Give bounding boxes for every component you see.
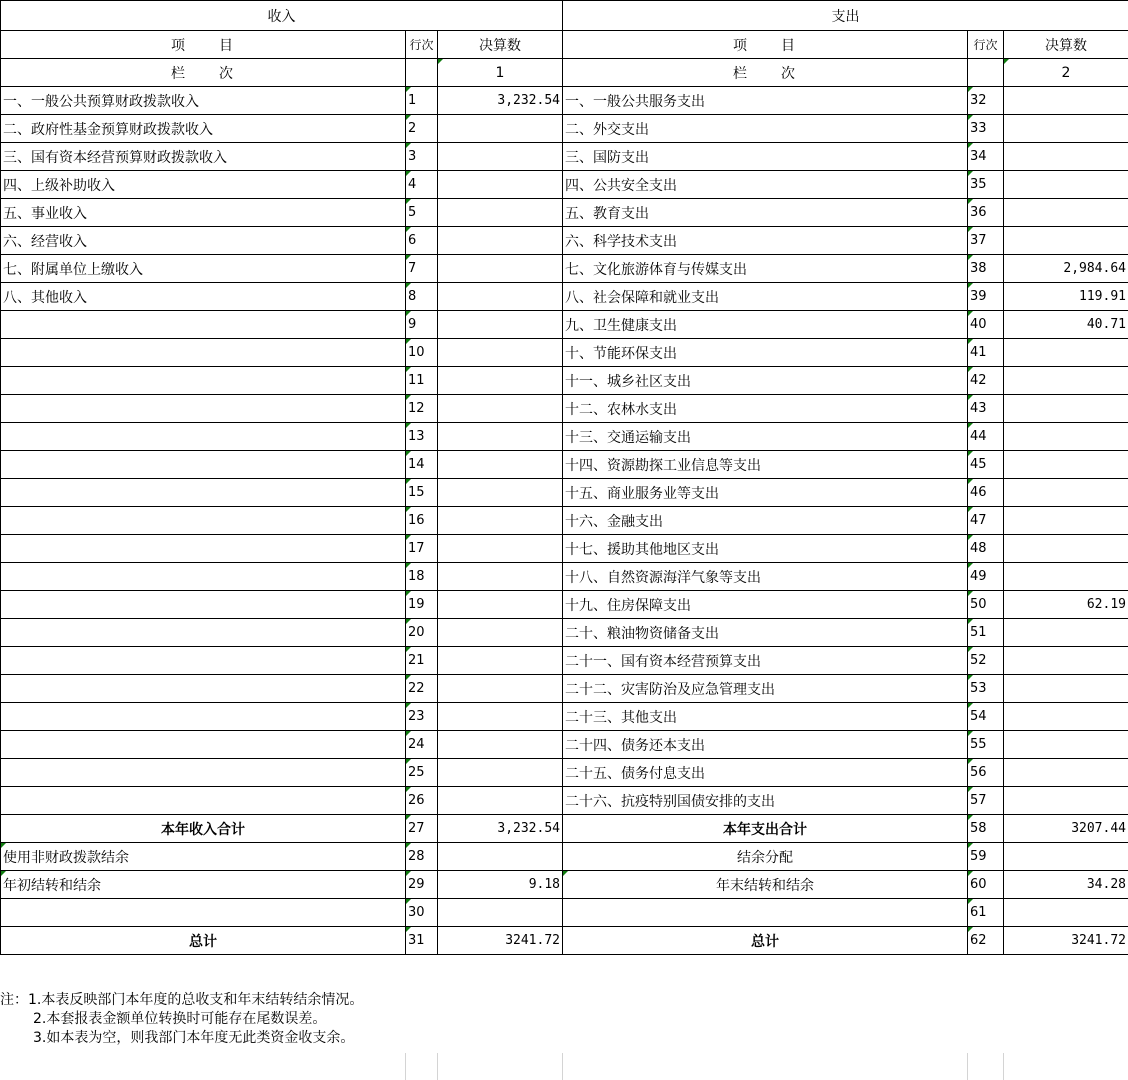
expense-amount-cell[interactable] — [1004, 787, 1128, 815]
income-year-total-line[interactable]: 27 — [406, 815, 438, 843]
income-amount-cell[interactable] — [438, 535, 563, 563]
income-item-cell[interactable]: 一、一般公共预算财政拨款收入 — [1, 87, 406, 115]
income-lanci-line[interactable] — [406, 59, 438, 87]
income-line-cell[interactable]: 26 — [406, 787, 438, 815]
expense-amount-cell[interactable] — [1004, 563, 1128, 591]
expense-amount-cell[interactable]: 40.71 — [1004, 311, 1128, 339]
expense-line-header[interactable]: 行次 — [968, 31, 1004, 59]
income-item-cell[interactable] — [1, 591, 406, 619]
income-amount-cell[interactable] — [438, 507, 563, 535]
income-item-cell[interactable]: 六、经营收入 — [1, 227, 406, 255]
table-row — [1, 395, 1128, 423]
expense-item-cell[interactable]: 十七、援助其他地区支出 — [563, 535, 968, 563]
expense-amount-cell[interactable] — [1004, 451, 1128, 479]
table-row — [1, 647, 1128, 675]
expense-line-cell[interactable]: 50 — [968, 591, 1004, 619]
expense-amount-cell[interactable]: 62.19 — [1004, 591, 1128, 619]
income-item-cell[interactable] — [1, 563, 406, 591]
expense-amount-cell[interactable] — [1004, 647, 1128, 675]
table-notes — [0, 991, 1128, 1048]
income-line-cell[interactable]: 22 — [406, 675, 438, 703]
expense-item-cell[interactable]: 八、社会保障和就业支出 — [563, 283, 968, 311]
table-row — [1, 787, 1128, 815]
income-amount-cell[interactable] — [438, 787, 563, 815]
income-year-total-label[interactable]: 本年收入合计 — [1, 815, 406, 843]
table-row — [1, 731, 1128, 759]
income-item-cell[interactable] — [1, 423, 406, 451]
income-item-cell[interactable] — [1, 507, 406, 535]
expense-item-cell[interactable]: 十四、资源勘探工业信息等支出 — [563, 451, 968, 479]
expense-line-cell[interactable]: 57 — [968, 787, 1004, 815]
income-line-cell[interactable]: 18 — [406, 563, 438, 591]
income-blank-label[interactable] — [1, 899, 406, 927]
year-total-row — [1, 815, 1128, 843]
expense-line-cell[interactable]: 33 — [968, 115, 1004, 143]
expense-line-cell[interactable]: 40 — [968, 311, 1004, 339]
expense-line-cell[interactable]: 34 — [968, 143, 1004, 171]
income-line-cell[interactable]: 25 — [406, 759, 438, 787]
income-amount-cell[interactable] — [438, 311, 563, 339]
expense-line-cell[interactable]: 55 — [968, 731, 1004, 759]
expense-line-cell[interactable]: 43 — [968, 395, 1004, 423]
income-blank-amount[interactable] — [438, 899, 563, 927]
expense-surplus-amount[interactable] — [1004, 843, 1128, 871]
income-line-cell[interactable]: 17 — [406, 535, 438, 563]
expense-line-cell[interactable]: 51 — [968, 619, 1004, 647]
expense-amount-cell[interactable] — [1004, 731, 1128, 759]
expense-line-cell[interactable]: 56 — [968, 759, 1004, 787]
expense-amount-cell[interactable] — [1004, 423, 1128, 451]
expense-amount-cell[interactable] — [1004, 675, 1128, 703]
empty-grid-cells — [0, 1053, 1128, 1080]
expense-grand-amount[interactable]: 3241.72 — [1004, 927, 1128, 955]
income-item-cell[interactable] — [1, 647, 406, 675]
expense-col-number[interactable]: 2 — [1004, 59, 1128, 87]
expense-item-cell[interactable]: 三、国防支出 — [563, 143, 968, 171]
income-amount-cell[interactable] — [438, 591, 563, 619]
expense-end-line[interactable]: 60 — [968, 871, 1004, 899]
income-line-header[interactable]: 行次 — [406, 31, 438, 59]
section-header-row — [1, 1, 1128, 31]
expense-item-cell[interactable]: 十八、自然资源海洋气象等支出 — [563, 563, 968, 591]
expense-item-cell[interactable]: 二十六、抗疫特别国债安排的支出 — [563, 787, 968, 815]
expense-item-header[interactable]: 项 目 — [563, 31, 968, 59]
expense-item-cell[interactable]: 七、文化旅游体育与传媒支出 — [563, 255, 968, 283]
expense-amount-cell[interactable] — [1004, 87, 1128, 115]
expense-amount-cell[interactable]: 2,984.64 — [1004, 255, 1128, 283]
income-item-cell[interactable] — [1, 395, 406, 423]
table-row — [1, 255, 1128, 283]
expense-surplus-line[interactable]: 59 — [968, 843, 1004, 871]
expense-amount-cell[interactable] — [1004, 703, 1128, 731]
income-line-cell[interactable]: 20 — [406, 619, 438, 647]
income-begin-amount[interactable]: 9.18 — [438, 871, 563, 899]
income-item-cell[interactable] — [1, 703, 406, 731]
expense-line-cell[interactable]: 48 — [968, 535, 1004, 563]
income-amount-cell[interactable] — [438, 199, 563, 227]
expense-amount-cell[interactable] — [1004, 367, 1128, 395]
income-line-cell[interactable]: 7 — [406, 255, 438, 283]
table-row — [1, 591, 1128, 619]
table-row — [1, 199, 1128, 227]
income-nonfiscal-label[interactable]: 使用非财政拨款结余 — [1, 843, 406, 871]
income-item-cell[interactable] — [1, 619, 406, 647]
expense-item-cell[interactable]: 六、科学技术支出 — [563, 227, 968, 255]
income-amount-cell[interactable] — [438, 479, 563, 507]
table-row — [1, 535, 1128, 563]
expense-end-label[interactable]: 年末结转和结余 — [563, 871, 968, 899]
income-grand-amount[interactable]: 3241.72 — [438, 927, 563, 955]
income-amount-cell[interactable] — [438, 339, 563, 367]
income-amount-cell[interactable] — [438, 731, 563, 759]
income-item-cell[interactable] — [1, 731, 406, 759]
income-item-cell[interactable]: 八、其他收入 — [1, 283, 406, 311]
expense-amount-cell[interactable] — [1004, 395, 1128, 423]
income-amount-cell[interactable] — [438, 619, 563, 647]
income-item-cell[interactable]: 四、上级补助收入 — [1, 171, 406, 199]
income-item-cell[interactable]: 三、国有资本经营预算财政拨款收入 — [1, 143, 406, 171]
expense-surplus-label[interactable]: 结余分配 — [563, 843, 968, 871]
expense-amount-cell[interactable] — [1004, 227, 1128, 255]
expense-item-cell[interactable]: 十、节能环保支出 — [563, 339, 968, 367]
income-year-total-amount[interactable]: 3,232.54 — [438, 815, 563, 843]
income-line-cell[interactable]: 3 — [406, 143, 438, 171]
expense-line-cell[interactable]: 41 — [968, 339, 1004, 367]
blank-row — [1, 899, 1128, 927]
income-amount-cell[interactable] — [438, 563, 563, 591]
expense-year-total-amount[interactable]: 3207.44 — [1004, 815, 1128, 843]
income-amount-cell[interactable] — [438, 255, 563, 283]
expense-item-cell[interactable]: 十三、交通运输支出 — [563, 423, 968, 451]
table-row — [1, 227, 1128, 255]
income-line-cell[interactable]: 6 — [406, 227, 438, 255]
table-row — [1, 451, 1128, 479]
income-line-cell[interactable]: 10 — [406, 339, 438, 367]
expense-item-cell[interactable]: 二十四、债务还本支出 — [563, 731, 968, 759]
income-line-cell[interactable]: 11 — [406, 367, 438, 395]
income-line-cell[interactable]: 8 — [406, 283, 438, 311]
expense-line-cell[interactable]: 45 — [968, 451, 1004, 479]
expense-blank-amount[interactable] — [1004, 899, 1128, 927]
table-row — [1, 367, 1128, 395]
table-row — [1, 619, 1128, 647]
expense-line-cell[interactable]: 52 — [968, 647, 1004, 675]
income-grand-line[interactable]: 31 — [406, 927, 438, 955]
expense-blank-line[interactable]: 61 — [968, 899, 1004, 927]
expense-item-cell[interactable]: 二十三、其他支出 — [563, 703, 968, 731]
income-amount-cell[interactable] — [438, 703, 563, 731]
income-line-cell[interactable]: 14 — [406, 451, 438, 479]
expense-amount-cell[interactable] — [1004, 339, 1128, 367]
income-line-cell[interactable]: 24 — [406, 731, 438, 759]
expense-line-cell[interactable]: 54 — [968, 703, 1004, 731]
expense-item-cell[interactable]: 十五、商业服务业等支出 — [563, 479, 968, 507]
note-3[interactable]: 3.如本表为空，则我部门本年度无此类资金收支余。 — [33, 1030, 355, 1046]
income-amount-cell[interactable] — [438, 171, 563, 199]
income-item-cell[interactable] — [1, 451, 406, 479]
income-amount-cell[interactable] — [438, 647, 563, 675]
income-line-cell[interactable]: 4 — [406, 171, 438, 199]
income-line-cell[interactable]: 21 — [406, 647, 438, 675]
table-row — [1, 703, 1128, 731]
note-2[interactable]: 2.本套报表金额单位转换时可能存在尾数误差。 — [33, 1011, 327, 1027]
expense-amount-cell[interactable] — [1004, 619, 1128, 647]
table-row — [1, 479, 1128, 507]
nonfiscal-row — [1, 843, 1128, 871]
income-line-cell[interactable]: 23 — [406, 703, 438, 731]
expense-item-cell[interactable]: 十一、城乡社区支出 — [563, 367, 968, 395]
income-item-cell[interactable]: 七、附属单位上缴收入 — [1, 255, 406, 283]
expense-amount-cell[interactable] — [1004, 143, 1128, 171]
income-line-cell[interactable]: 16 — [406, 507, 438, 535]
expense-amount-cell[interactable]: 119.91 — [1004, 283, 1128, 311]
expense-amount-cell[interactable] — [1004, 535, 1128, 563]
income-line-cell[interactable]: 13 — [406, 423, 438, 451]
income-nonfiscal-line[interactable]: 28 — [406, 843, 438, 871]
expense-item-cell[interactable]: 二十一、国有资本经营预算支出 — [563, 647, 968, 675]
expense-line-cell[interactable]: 46 — [968, 479, 1004, 507]
income-col-number[interactable]: 1 — [438, 59, 563, 87]
expense-item-cell[interactable]: 二十、粮油物资储备支出 — [563, 619, 968, 647]
income-blank-line[interactable]: 30 — [406, 899, 438, 927]
expense-amount-header[interactable]: 决算数 — [1004, 31, 1128, 59]
income-item-cell[interactable] — [1, 787, 406, 815]
income-nonfiscal-amount[interactable] — [438, 843, 563, 871]
expense-item-cell[interactable]: 十六、金融支出 — [563, 507, 968, 535]
income-item-cell[interactable] — [1, 311, 406, 339]
income-amount-cell[interactable] — [438, 395, 563, 423]
expense-year-total-label[interactable]: 本年支出合计 — [563, 815, 968, 843]
income-amount-cell[interactable] — [438, 283, 563, 311]
expense-item-cell[interactable]: 十二、农林水支出 — [563, 395, 968, 423]
income-amount-cell[interactable] — [438, 759, 563, 787]
expense-amount-cell[interactable] — [1004, 199, 1128, 227]
table-row — [1, 283, 1128, 311]
expense-line-cell[interactable]: 47 — [968, 507, 1004, 535]
table-row — [1, 675, 1128, 703]
expense-blank-label[interactable] — [563, 899, 968, 927]
income-line-cell[interactable]: 19 — [406, 591, 438, 619]
income-amount-cell[interactable] — [438, 115, 563, 143]
expense-item-cell[interactable]: 十九、住房保障支出 — [563, 591, 968, 619]
expense-amount-cell[interactable] — [1004, 507, 1128, 535]
expense-year-total-line[interactable]: 58 — [968, 815, 1004, 843]
expense-grand-line[interactable]: 62 — [968, 927, 1004, 955]
table-row — [1, 311, 1128, 339]
expense-item-cell[interactable]: 五、教育支出 — [563, 199, 968, 227]
expense-line-cell[interactable]: 53 — [968, 675, 1004, 703]
income-begin-line[interactable]: 29 — [406, 871, 438, 899]
income-amount-cell[interactable] — [438, 675, 563, 703]
expense-amount-cell[interactable] — [1004, 115, 1128, 143]
expense-amount-cell[interactable] — [1004, 479, 1128, 507]
column-header-row — [1, 31, 1128, 59]
income-amount-cell[interactable] — [438, 367, 563, 395]
income-grand-label[interactable]: 总计 — [1, 927, 406, 955]
expense-item-cell[interactable]: 九、卫生健康支出 — [563, 311, 968, 339]
table-row — [1, 143, 1128, 171]
income-item-cell[interactable] — [1, 535, 406, 563]
expense-amount-cell[interactable] — [1004, 759, 1128, 787]
expense-item-cell[interactable]: 二、外交支出 — [563, 115, 968, 143]
table-row — [1, 423, 1128, 451]
table-row — [1, 339, 1128, 367]
grand-total-row — [1, 927, 1128, 955]
income-item-cell[interactable] — [1, 759, 406, 787]
income-begin-label[interactable]: 年初结转和结余 — [1, 871, 406, 899]
expense-item-cell[interactable]: 二十二、灾害防治及应急管理支出 — [563, 675, 968, 703]
income-line-cell[interactable]: 1 — [406, 87, 438, 115]
table-row — [1, 759, 1128, 787]
expense-grand-label[interactable]: 总计 — [563, 927, 968, 955]
expense-section-title[interactable]: 支出 — [563, 1, 1128, 31]
income-line-cell[interactable]: 2 — [406, 115, 438, 143]
income-item-cell[interactable] — [1, 479, 406, 507]
income-amount-cell[interactable] — [438, 451, 563, 479]
income-amount-cell[interactable] — [438, 143, 563, 171]
expense-item-cell[interactable]: 二十五、债务付息支出 — [563, 759, 968, 787]
income-item-cell[interactable] — [1, 367, 406, 395]
income-section-title[interactable]: 收入 — [1, 1, 563, 31]
table-row — [1, 563, 1128, 591]
expense-line-cell[interactable]: 37 — [968, 227, 1004, 255]
carryover-row — [1, 871, 1128, 899]
expense-amount-cell[interactable] — [1004, 171, 1128, 199]
table-row — [1, 115, 1128, 143]
income-line-cell[interactable]: 12 — [406, 395, 438, 423]
expense-item-cell[interactable]: 四、公共安全支出 — [563, 171, 968, 199]
income-amount-cell[interactable] — [438, 423, 563, 451]
expense-end-amount[interactable]: 34.28 — [1004, 871, 1128, 899]
income-line-cell[interactable]: 5 — [406, 199, 438, 227]
income-line-cell[interactable]: 9 — [406, 311, 438, 339]
expense-lanci-line[interactable] — [968, 59, 1004, 87]
income-line-cell[interactable]: 15 — [406, 479, 438, 507]
column-number-row — [1, 59, 1128, 87]
expense-line-cell[interactable]: 42 — [968, 367, 1004, 395]
expense-line-cell[interactable]: 44 — [968, 423, 1004, 451]
income-amount-header[interactable]: 决算数 — [438, 31, 563, 59]
income-item-header[interactable]: 项 目 — [1, 31, 406, 59]
income-amount-cell[interactable]: 3,232.54 — [438, 87, 563, 115]
income-item-cell[interactable] — [1, 339, 406, 367]
expense-line-cell[interactable]: 49 — [968, 563, 1004, 591]
expense-line-cell[interactable]: 39 — [968, 283, 1004, 311]
expense-item-cell[interactable]: 一、一般公共服务支出 — [563, 87, 968, 115]
note-1[interactable]: 注：1.本表反映部门本年度的总收支和年末结转结余情况。 — [0, 992, 364, 1008]
expense-line-cell[interactable]: 38 — [968, 255, 1004, 283]
expense-line-cell[interactable]: 36 — [968, 199, 1004, 227]
income-item-cell[interactable] — [1, 675, 406, 703]
expense-line-cell[interactable]: 35 — [968, 171, 1004, 199]
income-item-cell[interactable]: 五、事业收入 — [1, 199, 406, 227]
expense-lanci-label[interactable]: 栏 次 — [563, 59, 968, 87]
table-row — [1, 87, 1128, 115]
income-lanci-label[interactable]: 栏 次 — [1, 59, 406, 87]
table-row — [1, 171, 1128, 199]
income-amount-cell[interactable] — [438, 227, 563, 255]
income-item-cell[interactable]: 二、政府性基金预算财政拨款收入 — [1, 115, 406, 143]
table-row — [1, 507, 1128, 535]
expense-line-cell[interactable]: 32 — [968, 87, 1004, 115]
